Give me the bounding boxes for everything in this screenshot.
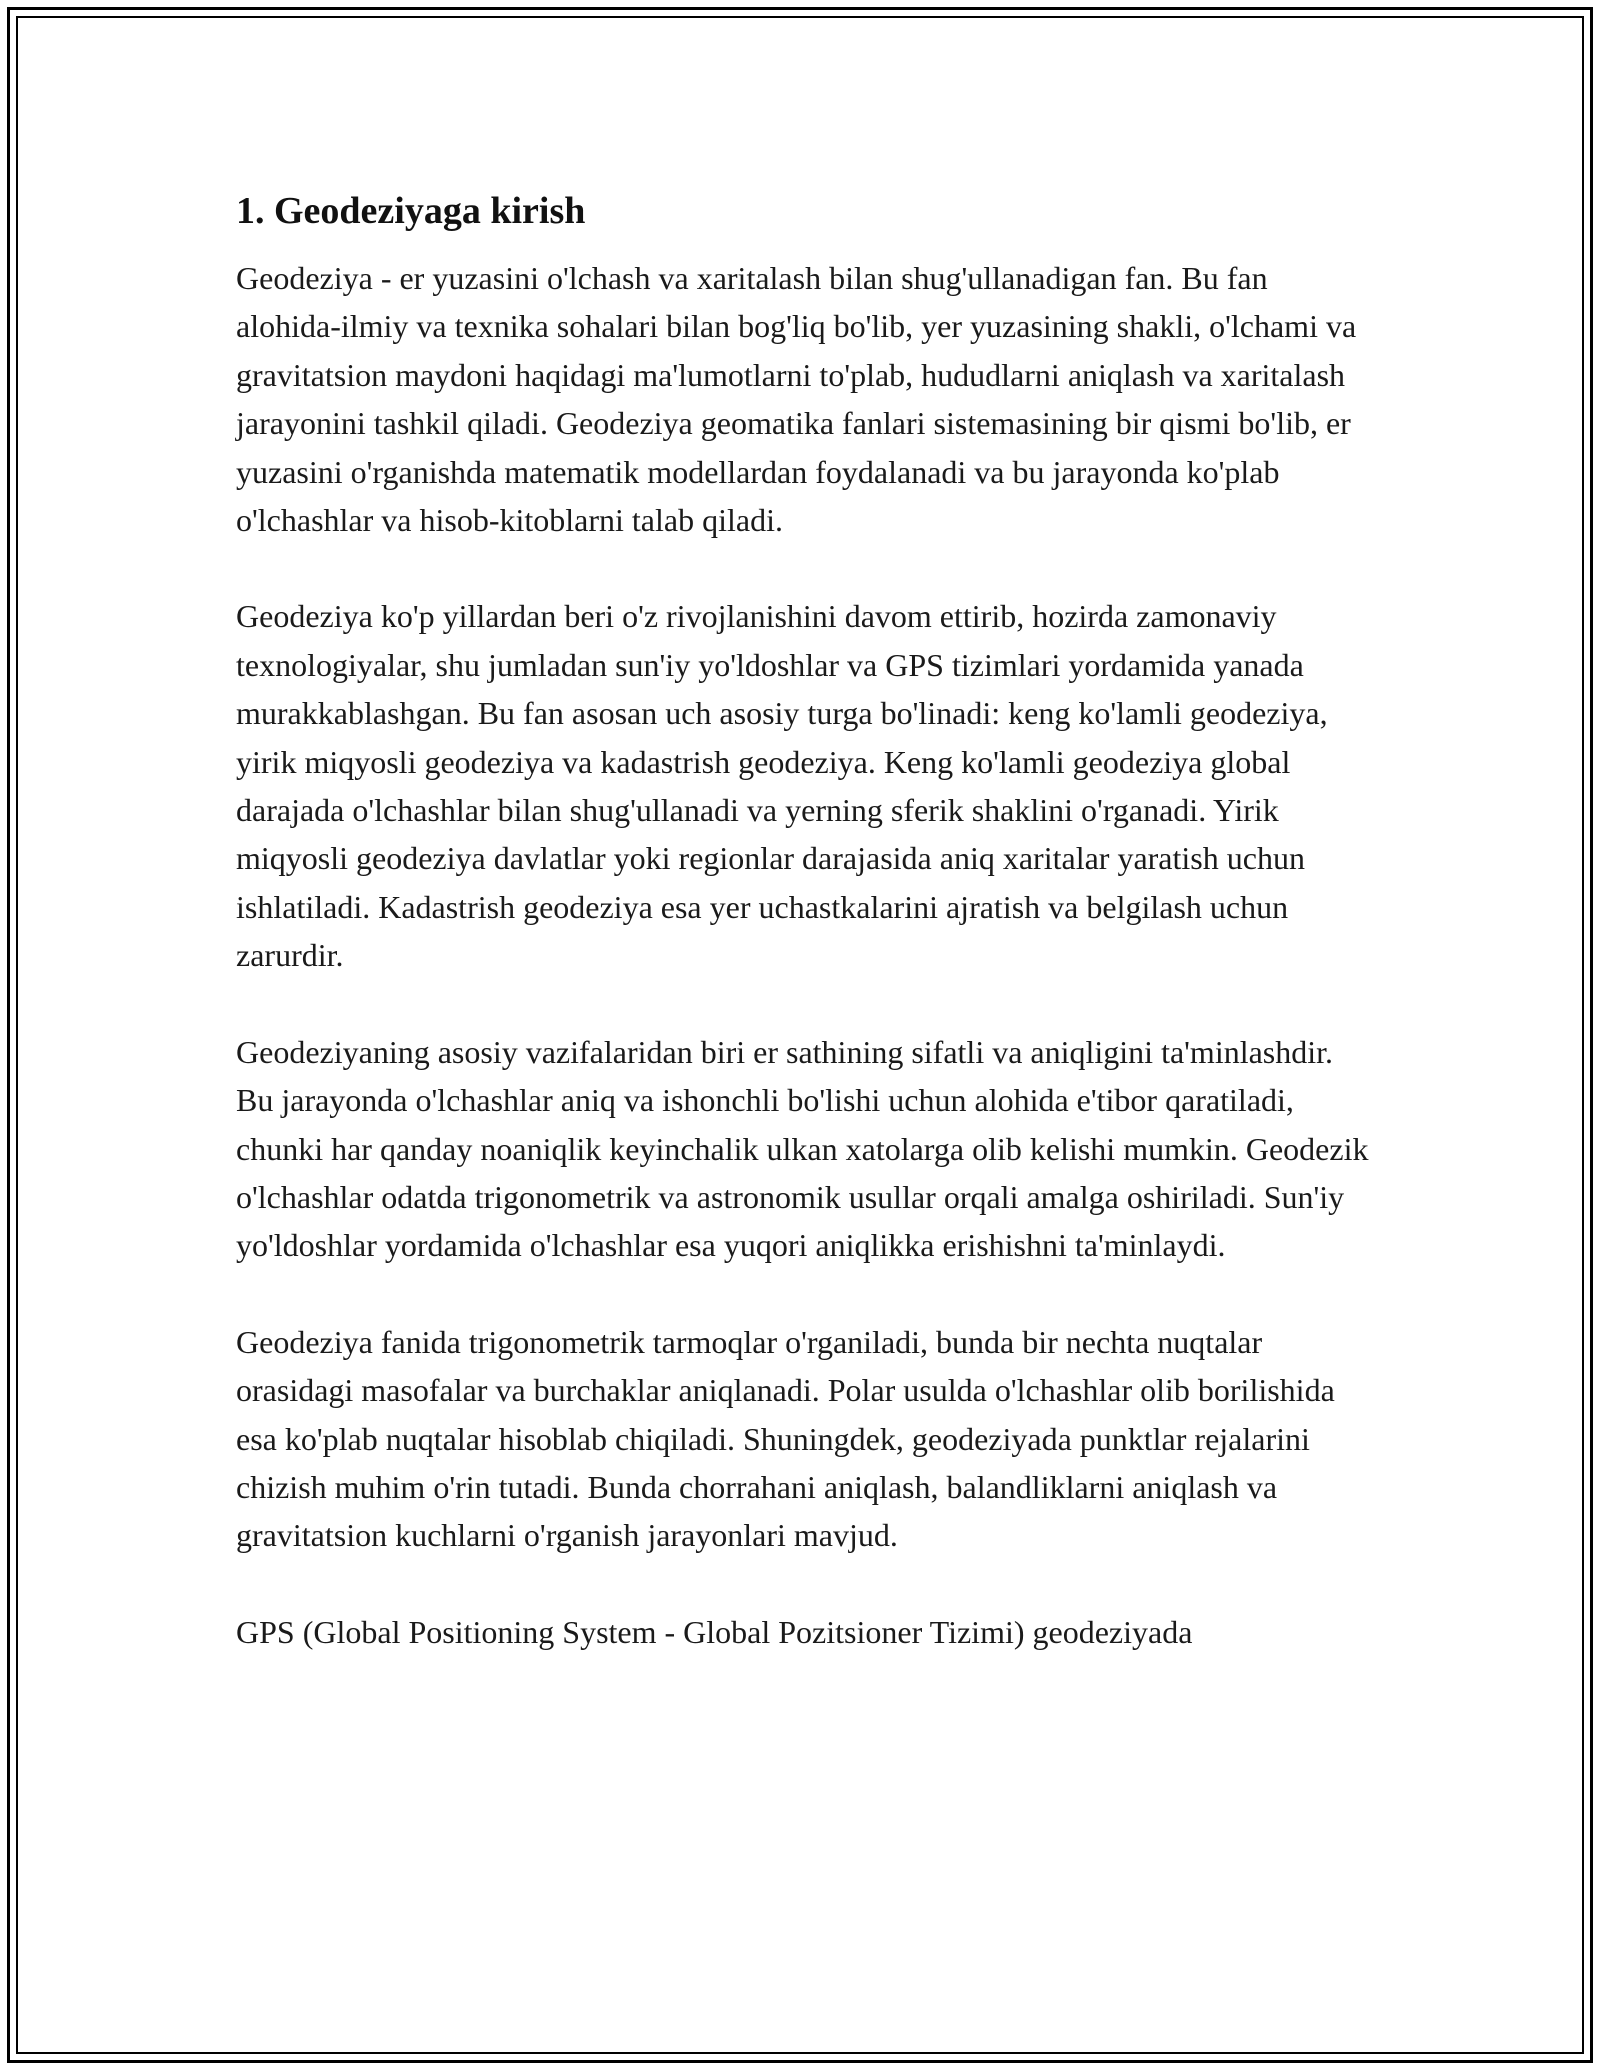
document-body [236, 186, 1376, 1704]
paragraph-2: Geodeziya ko'p yillardan beri o'z rivojlanishini davom ettirib, hozirda zamonaviy texnologiyalar, shu jumladan sun'iy yo'ldoshlar va GPS tizimlari yordamida yanada murakkablashgan. Bu fan asosan uch asosiy turga bo'linadi: keng ko'lamli geodeziya, yirik miqyosli geodeziya va kadastrish geodeziya. Keng ko'lamli geodeziya global darajada o'lchashlar bilan shug'ullanadi va yerning sferik shaklini o'rganadi. Yirik miqyosli geodeziya davlatlar yoki regionlar darajasida aniq xaritalar yaratish uchun ishlatiladi. Kadastrish geodeziya esa yer uchastkalarini ajratish va belgilash uchun zarurdir. [236, 598, 1328, 974]
paragraph-3: Geodeziyaning asosiy vazifalaridan biri er sathining sifatli va aniqligini ta'minlashdir. Bu jarayonda o'lchashlar aniq va ishonchli bo'lishi uchun alohida e'tibor qaratiladi, chunki har qanday noaniqlik keyinchalik ulkan xatolarga olib kelishi mumkin. Geodezik o'lchashlar odatda trigonometrik va astronomik usullar orqali amalga oshiriladi. Sun'iy yo'ldoshlar yordamida o'lchashlar esa yuqori aniqlikka erishishni ta'minlaydi. [236, 1033, 1369, 1264]
section-heading: 1. Geodeziyaga kirish [236, 190, 586, 232]
paragraph-5: GPS (Global Positioning System - Global Pozitsioner Tizimi) geodeziyada [236, 1613, 1193, 1650]
paragraph-1: Geodeziya - er yuzasini o'lchash va xaritalash bilan shug'ullanadigan fan. Bu fan alohida-ilmiy va texnika sohalari bilan bog'liq bo'lib, yer yuzasining shakli, o'lchami va gravitatsion maydoni haqidagi ma'lumotlarni to'plab, hududlarni aniqlash va xaritalash jarayonini tashkil qiladi. Geodeziya geomatika fanlari sistemasining bir qismi bo'lib, er yuzasini o'rganishda matematik modellardan foydalanadi va bu jarayonda ko'plab o'lchashlar va hisob-kitoblarni talab qiladi. [236, 260, 1357, 539]
paragraph-4: Geodeziya fanida trigonometrik tarmoqlar o'rganiladi, bunda bir nechta nuqtalar orasidagi masofalar va burchaklar aniqlanadi. Polar usulda o'lchashlar olib borilishida esa ko'plab nuqtalar hisoblab chiqiladi. Shuningdek, geodeziyada punktlar rejalarini chizish muhim o'rin tutadi. Bunda chorrahani aniqlash, balandliklarni aniqlash va gravitatsion kuchlarni o'rganish jarayonlari mavjud. [236, 1323, 1335, 1554]
